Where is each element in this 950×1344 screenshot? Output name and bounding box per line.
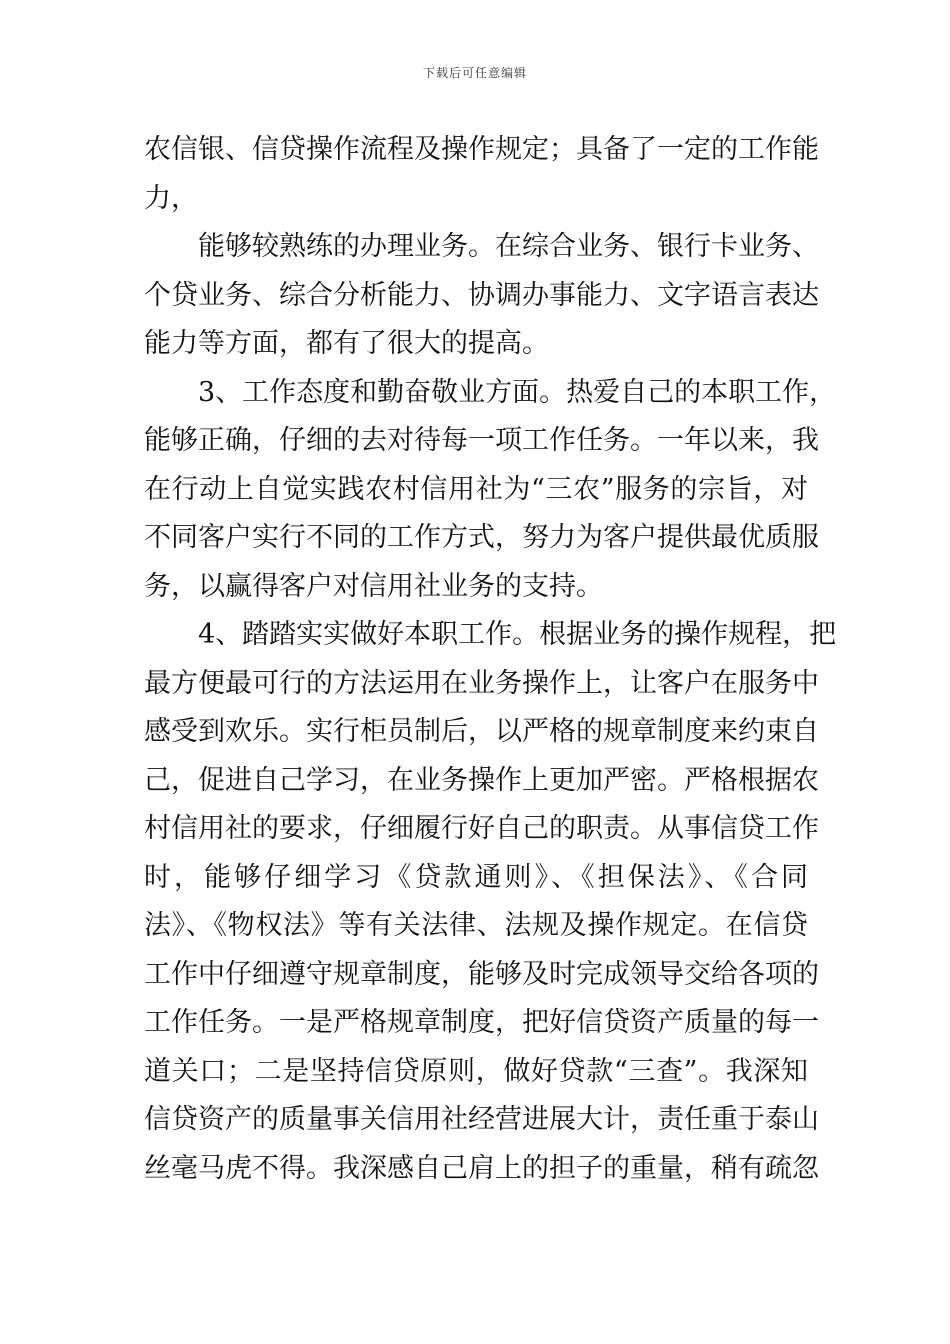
document-body: [144, 126, 837, 1193]
page-header: 下载后可任意编辑: [422, 66, 527, 80]
text-line: 己，促进自己学习，在业务操作上更加严密。严格根据农: [144, 764, 819, 796]
text-line: 4、踏踏实实做好本职工作。根据业务的操作规程，把: [198, 619, 837, 650]
text-line: 道关口；二是坚持信贷原则，做好贷款“三查”。我深知: [144, 1055, 808, 1087]
text-line: 能力等方面，都有了很大的提高。: [144, 328, 549, 359]
text-line: 村信用社的要求，仔细履行好自己的职责。从事信贷工作: [144, 813, 819, 844]
text-line: 务，以赢得客户对信用社业务的支持。: [144, 570, 603, 602]
text-line: 工作任务。一是严格规章制度，把好信贷资产质量的每一: [144, 1007, 819, 1038]
text-line: 感受到欢乐。实行柜员制后，以严格的规章制度来约束自: [144, 716, 819, 747]
text-line: 法》、《物权法》等有关法律、法规及操作规定。在信贷: [144, 910, 808, 941]
text-line: 在行动上自觉实践农村信用社为“三农”服务的宗旨，对: [144, 473, 808, 505]
text-line: 能够正确，仔细的去对待每一项工作任务。一年以来，我: [144, 425, 819, 456]
text-line: 工作中仔细遵守规章制度，能够及时完成领导交给各项的: [144, 958, 819, 990]
text-line: 力，: [144, 182, 198, 214]
text-line: 信贷资产的质量事关信用社经营进展大计，责任重于泰山: [144, 1104, 819, 1135]
text-line: 能够较熟练的办理业务。在综合业务、银行卡业务、: [198, 231, 819, 262]
text-line: 农信银、信贷操作流程及操作规定；具备了一定的工作能: [144, 134, 819, 165]
text-line: 个贷业务、综合分析能力、协调办事能力、文字语言表达: [144, 279, 819, 311]
text-line: 不同客户实行不同的工作方式，努力为客户提供最优质服: [144, 522, 819, 553]
text-line: 丝毫马虎不得。我深感自己肩上的担子的重量，稍有疏忽: [144, 1152, 819, 1184]
text-line: 时，能够仔细学习《贷款通则》、《担保法》、《合同: [144, 861, 808, 893]
text-line: 最方便最可行的方法运用在业务操作上，让客户在服务中: [144, 667, 819, 699]
text-line: 3、工作态度和勤奋敬业方面。热爱自己的本职工作，: [198, 376, 837, 408]
